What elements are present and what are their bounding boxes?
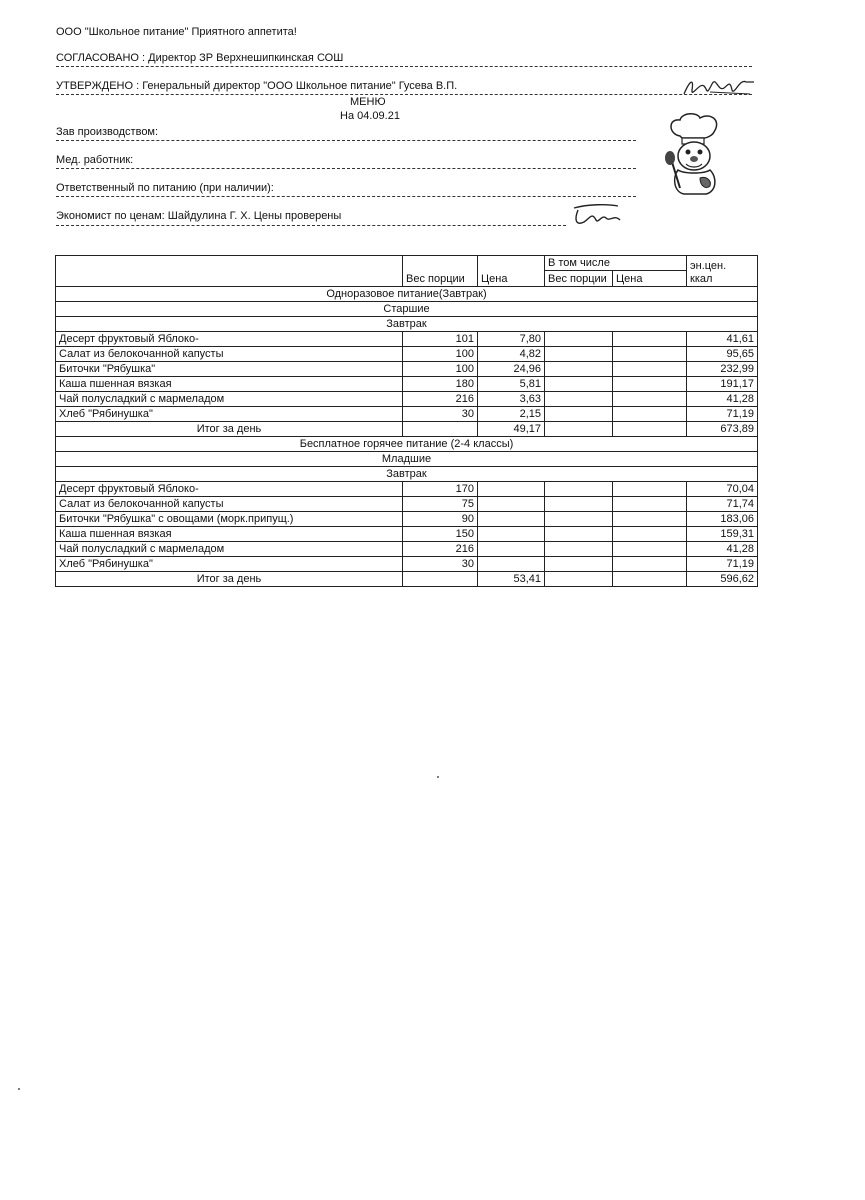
table-row [56,362,758,377]
dish-weight: 100 [403,347,478,362]
dish-kcal: 159,31 [687,527,758,542]
section1-title: Одноразовое питание(Завтрак) [56,287,758,302]
section-title-row [56,437,758,452]
menu-date: На 04.09.21 [340,110,400,122]
dish-weight: 101 [403,332,478,347]
responsible-label: Ответственный по питанию (при наличии): [56,182,274,194]
dish-price: 3,63 [478,392,545,407]
dish-sub-weight [545,512,613,527]
dish-sub-weight [545,377,613,392]
total-price: 53,41 [478,572,545,587]
dish-sub-price [613,407,687,422]
dish-name: Десерт фруктовый Яблоко- [56,482,403,497]
header-weight: Вес порции [403,256,478,287]
dish-price [478,527,545,542]
dish-weight: 30 [403,407,478,422]
dish-name: Каша пшенная вязкая [56,377,403,392]
production-head-label: Зав производством: [56,126,159,138]
dish-kcal: 232,99 [687,362,758,377]
dish-name: Чай полусладкий с мармеладом [56,392,403,407]
table-row [56,497,758,512]
dish-sub-weight [545,362,613,377]
section2-meal: Завтрак [56,467,758,482]
header-price: Цена [478,256,545,287]
dish-price [478,482,545,497]
economist-signature [568,200,628,230]
dish-price [478,497,545,512]
table-row [56,512,758,527]
agreed-divider [56,66,752,67]
dish-price [478,542,545,557]
dish-kcal: 95,65 [687,347,758,362]
dish-sub-price [613,362,687,377]
total-sub-price [613,572,687,587]
dish-weight: 75 [403,497,478,512]
director-signature [680,72,760,102]
menu-title: МЕНЮ [350,96,386,108]
economist-divider [56,225,566,226]
dish-name: Салат из белокочанной капусты [56,497,403,512]
dish-weight: 100 [403,362,478,377]
dish-price [478,512,545,527]
dish-weight: 90 [403,512,478,527]
dish-name: Биточки "Рябушка" с овощами (морк.припущ.) [56,512,403,527]
dish-sub-price [613,377,687,392]
economist-line: Экономист по ценам: Шайдулина Г. Х. Цены проверены [56,210,342,222]
dish-kcal: 71,19 [687,407,758,422]
table-row [56,482,758,497]
dish-weight: 30 [403,557,478,572]
total-row [56,572,758,587]
med-worker-label: Мед. работник: [56,154,134,166]
section2-title: Бесплатное горячее питание (2-4 классы) [56,437,758,452]
dish-name: Десерт фруктовый Яблоко- [56,332,403,347]
dish-kcal: 70,04 [687,482,758,497]
header-energy-line1: эн.цен. [690,260,727,272]
company-line: ООО "Школьное питание" Приятного аппетита! [56,26,297,38]
dish-price: 2,15 [478,407,545,422]
table-row [56,542,758,557]
table-header-row-1 [56,256,758,271]
total-row [56,422,758,437]
dish-name: Хлеб "Рябинушка" [56,407,403,422]
dish-weight: 180 [403,377,478,392]
dish-kcal: 41,61 [687,332,758,347]
meal-row [56,467,758,482]
dish-name: Хлеб "Рябинушка" [56,557,403,572]
table-row [56,377,758,392]
dish-name: Биточки "Рябушка" [56,362,403,377]
table-row [56,407,758,422]
med-divider [56,168,636,169]
dish-price: 5,81 [478,377,545,392]
header-energy [687,256,758,287]
header-sub-price: Цена [613,271,687,287]
dish-sub-price [613,332,687,347]
table-row [56,332,758,347]
table-row [56,392,758,407]
approved-divider [56,94,752,95]
approved-line: УТВЕРЖДЕНО : Генеральный директор "ООО Школьное питание" Гусева В.П. [56,80,458,92]
dish-sub-weight [545,392,613,407]
table-row [56,347,758,362]
chef-mascot-icon [660,112,730,198]
table-row [56,527,758,542]
section2-group: Младшие [56,452,758,467]
dish-weight: 150 [403,527,478,542]
dish-sub-price [613,527,687,542]
dish-sub-weight [545,332,613,347]
dish-sub-price [613,482,687,497]
dish-kcal: 71,19 [687,557,758,572]
total-weight [403,572,478,587]
header-name-cell [56,256,403,287]
dish-price: 4,82 [478,347,545,362]
dish-sub-price [613,542,687,557]
dish-name: Салат из белокочанной капусты [56,347,403,362]
group-row [56,452,758,467]
dish-sub-price [613,392,687,407]
total-sub-price [613,422,687,437]
total-label: Итог за день [56,422,403,437]
responsible-divider [56,196,636,197]
dish-sub-weight [545,497,613,512]
dish-kcal: 71,74 [687,497,758,512]
dish-sub-price [613,497,687,512]
dish-sub-price [613,557,687,572]
dish-sub-weight [545,347,613,362]
dish-name: Чай полусладкий с мармеладом [56,542,403,557]
scan-speck [18,1088,20,1090]
dish-sub-price [613,347,687,362]
dish-kcal: 183,06 [687,512,758,527]
dish-kcal: 191,17 [687,377,758,392]
dish-sub-weight [545,557,613,572]
dish-sub-weight [545,407,613,422]
menu-table [55,255,758,587]
table-row [56,557,758,572]
dish-kcal: 41,28 [687,392,758,407]
dish-price [478,557,545,572]
dish-weight: 216 [403,392,478,407]
total-price: 49,17 [478,422,545,437]
dish-price: 7,80 [478,332,545,347]
section1-group: Старшие [56,302,758,317]
dish-kcal: 41,28 [687,542,758,557]
dish-sub-weight [545,542,613,557]
total-kcal: 596,62 [687,572,758,587]
dish-sub-weight [545,482,613,497]
total-weight [403,422,478,437]
section-title-row [56,287,758,302]
dish-sub-price [613,512,687,527]
scan-speck [437,776,439,778]
dish-name: Каша пшенная вязкая [56,527,403,542]
section1-meal: Завтрак [56,317,758,332]
dish-price: 24,96 [478,362,545,377]
dish-sub-weight [545,527,613,542]
header-including: В том числе [545,256,687,271]
total-kcal: 673,89 [687,422,758,437]
group-row [56,302,758,317]
header-energy-line2: ккал [690,273,713,285]
meal-row [56,317,758,332]
agreed-line: СОГЛАСОВАНО : Директор ЗР Верхнешипкинская СОШ [56,52,344,64]
header-sub-weight: Вес порции [545,271,613,287]
dish-weight: 216 [403,542,478,557]
total-sub-weight [545,422,613,437]
production-divider [56,140,636,141]
total-label: Итог за день [56,572,403,587]
total-sub-weight [545,572,613,587]
dish-weight: 170 [403,482,478,497]
